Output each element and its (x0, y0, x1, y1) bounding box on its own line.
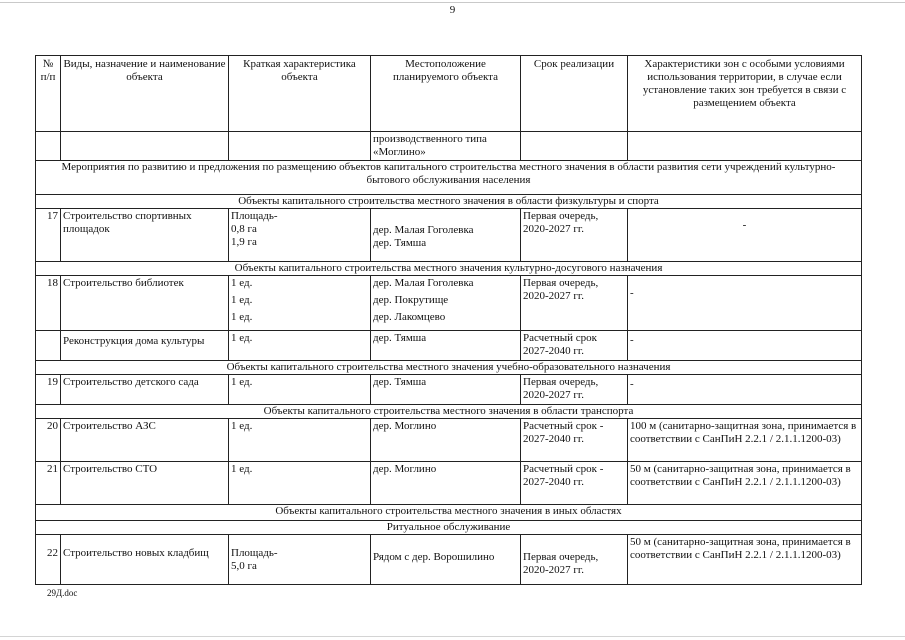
object-name: Строительство спортивных площадок (61, 209, 229, 262)
object-brief: 1 ед. (229, 419, 371, 462)
section-title: Мероприятия по развитию и предложения по размещению объектов капитального строительства местного значения в области развития сети учреждений культурно-бытового обслуживания населения (36, 161, 862, 195)
object-term: Расчетный срок - 2027-2040 гг. (521, 419, 628, 462)
object-name: Строительство СТО (61, 462, 229, 505)
object-name: Строительство АЗС (61, 419, 229, 462)
object-term: Первая очередь, 2020-2027 гг. (521, 209, 628, 262)
carry-over-row (36, 132, 862, 161)
group-other-row (36, 505, 862, 521)
table-row (36, 276, 862, 331)
group-transport-row (36, 405, 862, 419)
object-location: дер. Моглино (371, 462, 521, 505)
header-type: Виды, назначение и наименование объекта (61, 56, 229, 132)
group-other: Объекты капитального строительства местного значения в иных областях (36, 505, 862, 521)
row-number: 17 (36, 209, 61, 262)
file-footer: 29Д.doc (47, 588, 78, 598)
group-sport: Объекты капитального строительства местного значения в области физкультуры и спорта (36, 195, 862, 209)
header-row (36, 56, 862, 132)
section-title-row (36, 161, 862, 195)
header-term: Срок реализации (521, 56, 628, 132)
header-num: № п/п (36, 56, 61, 132)
object-zones: 50 м (санитарно-защитная зона, принимается в соответствии с СанПиН 2.2.1 / 2.1.1.1200-03) (628, 462, 862, 505)
object-zones: 50 м (санитарно-защитная зона, принимается в соответствии с СанПиН 2.2.1 / 2.1.1.1200-03) (628, 535, 862, 585)
object-term: Первая очередь, 2020-2027 гг. (521, 375, 628, 405)
object-brief: 1 ед. (229, 462, 371, 505)
table-row (36, 209, 862, 262)
subgroup-ritual: Ритуальное обслуживание (36, 521, 862, 535)
object-location: Рядом с дер. Ворошилино (371, 535, 521, 585)
header-brief: Краткая характеристика объекта (229, 56, 371, 132)
header-location: Местоположение планируемого объекта (371, 56, 521, 132)
carry-location: производственного типа «Моглино» (371, 132, 521, 161)
object-name: Строительство детского сада (61, 375, 229, 405)
object-location: дер. Моглино (371, 419, 521, 462)
object-location: дер. Тямша (371, 331, 521, 361)
object-term: Первая очередь, 2020-2027 гг. (521, 535, 628, 585)
group-culture: Объекты капитального строительства местного значения культурно-досугового назначения (36, 262, 862, 276)
object-brief: Площадь- 5,0 га (229, 535, 371, 585)
object-term: Расчетный срок - 2027-2040 гг. (521, 462, 628, 505)
group-edu: Объекты капитального строительства местного значения учебно-образовательного назначения (36, 361, 862, 375)
object-location: дер. Малая Гоголевка дер. Покрутище дер. Лакомцево (371, 276, 521, 331)
header-zones: Характеристики зон с особыми условиями использования территории, в случае если установление таких зон требуется в связи с размещением объекта (628, 56, 862, 132)
object-brief: 1 ед. (229, 375, 371, 405)
group-culture-row (36, 262, 862, 276)
table-row (36, 419, 862, 462)
object-term: Первая очередь, 2020-2027 гг. (521, 276, 628, 331)
row-number: 20 (36, 419, 61, 462)
row-number: 18 (36, 276, 61, 331)
object-location: дер. Тямша (371, 375, 521, 405)
table-row (36, 331, 862, 361)
object-name: Строительство библиотек (61, 276, 229, 331)
object-term: Расчетный срок 2027-2040 гг. (521, 331, 628, 361)
planning-table (35, 55, 862, 585)
table-row (36, 535, 862, 585)
group-sport-row (36, 195, 862, 209)
subgroup-ritual-row (36, 521, 862, 535)
object-brief: 1 ед. (229, 331, 371, 361)
row-number: 19 (36, 375, 61, 405)
row-number: 21 (36, 462, 61, 505)
object-zones: - (628, 375, 862, 405)
table-row (36, 375, 862, 405)
object-brief: Площадь- 0,8 га 1,9 га (229, 209, 371, 262)
object-zones: - (628, 276, 862, 331)
object-location: дер. Малая Гоголевка дер. Тямша (371, 209, 521, 262)
group-edu-row (36, 361, 862, 375)
object-zones: 100 м (санитарно-защитная зона, принимается в соответствии с СанПиН 2.2.1 / 2.1.1.1200-03) (628, 419, 862, 462)
group-transport: Объекты капитального строительства местного значения в области транспорта (36, 405, 862, 419)
object-brief: 1 ед. 1 ед. 1 ед. (229, 276, 371, 331)
scan-edge-bottom (0, 636, 905, 637)
object-zones: - (628, 331, 862, 361)
table-row (36, 462, 862, 505)
object-name: Реконструкция дома культуры (61, 331, 229, 361)
page-number: 9 (449, 4, 456, 16)
scan-edge-top (0, 2, 905, 3)
row-number: 22 (36, 535, 61, 585)
object-name: Строительство новых кладбищ (61, 535, 229, 585)
object-zones: - (628, 209, 862, 262)
